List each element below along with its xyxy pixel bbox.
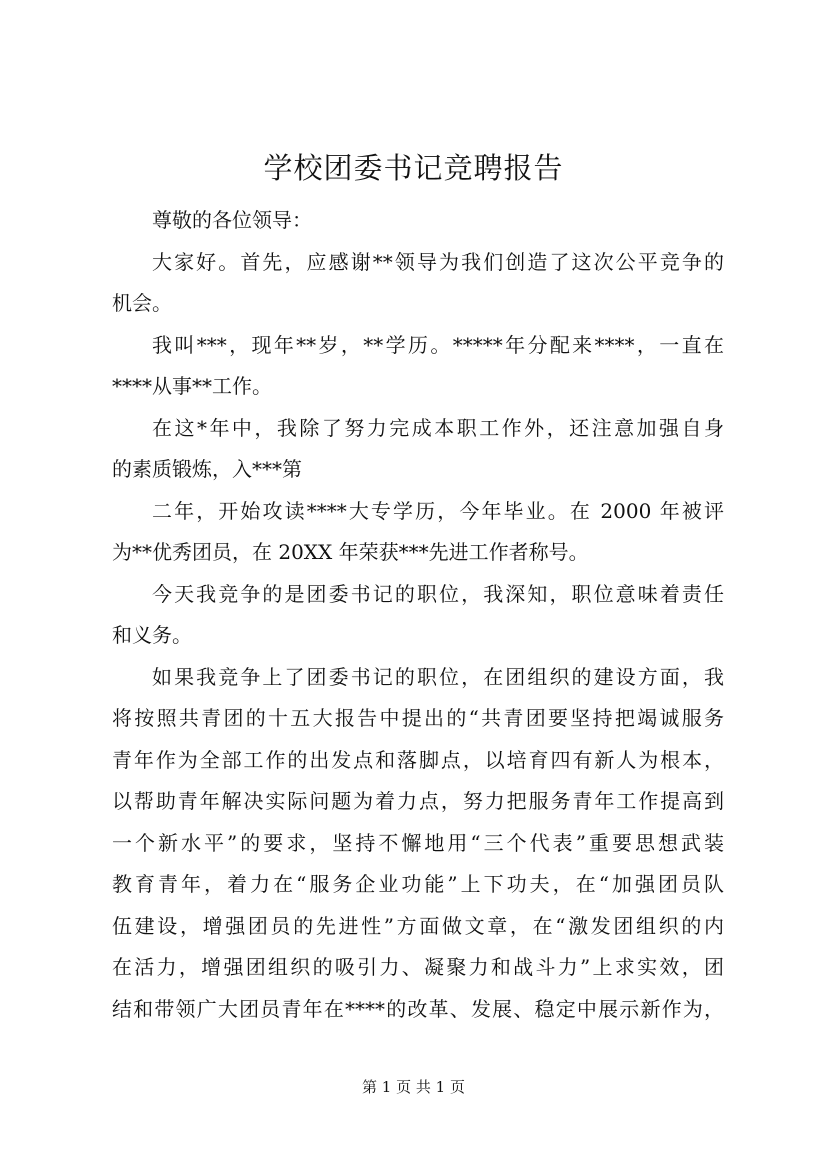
salutation-line: 尊敬的各位领导： <box>152 208 312 232</box>
paragraph-line: ****从事**工作。 <box>112 374 272 398</box>
paragraph-line: 在这*年中，我除了努力完成本职工作外，还注意加强自身 <box>152 415 724 440</box>
paragraph-line: 大家好。首先，应感谢**领导为我们创造了这次公平竞争的 <box>152 249 724 274</box>
paragraph-line: 伍建设，增强团员的先进性”方面做文章，在“激发团组织的内 <box>112 913 724 938</box>
paragraph-line: 以帮助青年解决实际问题为着力点，努力把服务青年工作提高到 <box>112 789 724 813</box>
paragraph-line: 的素质锻炼，入***第 <box>112 457 302 481</box>
paragraph-line: 今天我竞争的是团委书记的职位，我深知，职位意味着责任 <box>152 581 724 606</box>
paragraph-line: 一个新水平”的要求，坚持不懈地用“三个代表”重要思想武装 <box>112 830 724 855</box>
document-title: 学校团委书记竞聘报告 <box>263 151 564 185</box>
page-footer: 第 1 页 共 1 页 <box>362 1078 465 1096</box>
paragraph-line: 结和带领广大团员青年在****的改革、发展、稳定中展示新作为， <box>112 996 724 1021</box>
paragraph-line: 为**优秀团员，在 20XX 年荣获***先进工作者称号。 <box>112 540 589 564</box>
paragraph-line: 二年，开始攻读****大专学历，今年毕业。在 2000 年被评 <box>152 498 724 523</box>
paragraph-line: 将按照共青团的十五大报告中提出的“共青团要坚持把竭诚服务 <box>112 706 724 730</box>
paragraph-line: 我叫***，现年**岁，**学历。*****年分配来****，一直在 <box>152 332 724 357</box>
paragraph-line: 在活力，增强团组织的吸引力、凝聚力和战斗力”上求实效，团 <box>112 955 724 979</box>
paragraph-line: 和义务。 <box>112 623 192 647</box>
paragraph-line: 教育青年，着力在“服务企业功能”上下功夫，在“加强团员队 <box>112 872 724 896</box>
paragraph-line: 机会。 <box>112 291 172 315</box>
document-body <box>112 200 724 1030</box>
paragraph-line: 青年作为全部工作的出发点和落脚点，以培育四有新人为根本， <box>112 747 724 772</box>
paragraph-line: 如果我竞争上了团委书记的职位，在团组织的建设方面，我 <box>152 664 724 689</box>
